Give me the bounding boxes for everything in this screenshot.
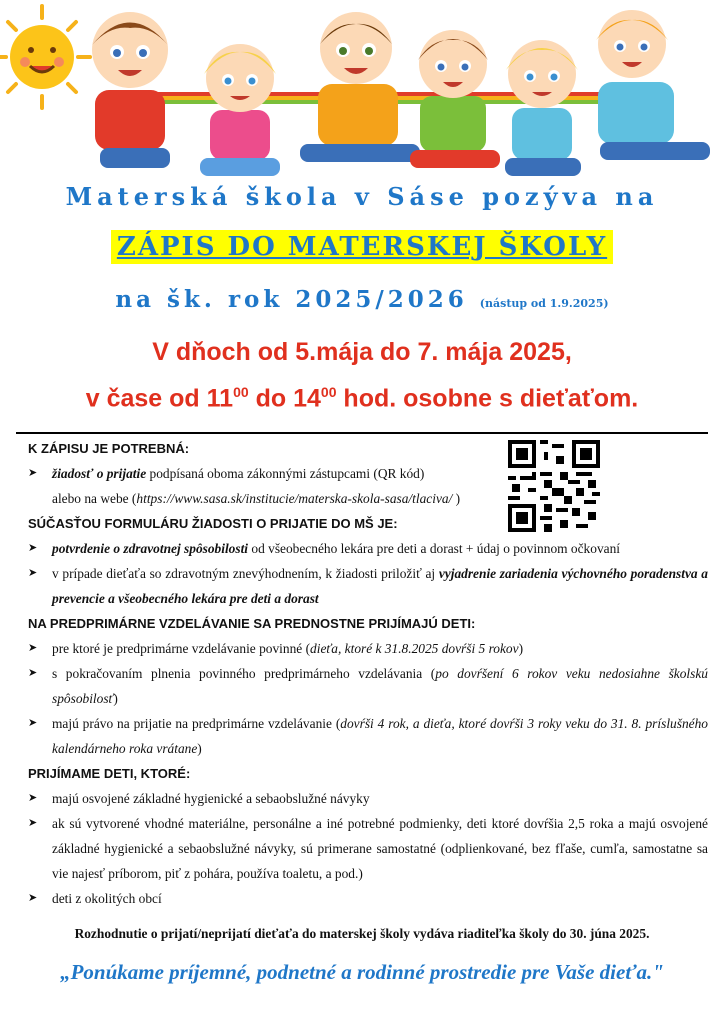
- enrollment-time: [0, 384, 724, 413]
- start-date-note: (nástup od 1.9.2025): [479, 297, 609, 310]
- item-text: deti z okolitých obcí: [52, 891, 162, 906]
- time-text: hod. osobne s dieťaťom.: [336, 384, 639, 413]
- list-item: [28, 461, 708, 486]
- item-text: ): [197, 741, 202, 756]
- school-year: na šk. rok 2025/2026: [115, 286, 468, 313]
- list-item: [28, 711, 708, 761]
- list-item: [28, 636, 708, 661]
- arrowhead-bullet-icon: ➤: [28, 667, 38, 679]
- list-item: [28, 561, 708, 611]
- item-text: ): [518, 641, 524, 656]
- page-title: ZÁPIS DO MATERSKEJ ŠKOLY: [111, 230, 613, 264]
- item-text: od všeobecného lekára pre deti a dorast + údaj o povinnom očkovaní: [248, 541, 620, 556]
- time-sup: 00: [233, 384, 249, 400]
- arrowhead-bullet-icon: ➤: [28, 642, 38, 654]
- arrowhead-bullet-icon: ➤: [28, 542, 38, 554]
- child-figure: [92, 12, 170, 168]
- item-text: alebo na webe (: [52, 491, 137, 506]
- divider: [16, 432, 708, 434]
- emphasis: dovŕši 4 rok, a dieťa, ktoré dovŕši 3 roky veku do 31. 8. príslušného kalendárneho roka vrátane: [52, 716, 708, 756]
- requirements-body: [28, 436, 708, 911]
- time-text: v čase od 11: [85, 384, 234, 413]
- emphasis: vyjadrenie zariadenia výchovného poradenstva a prevencie a všeobecného lekára pre deti a dorast: [52, 566, 708, 606]
- section-heading: SÚČASŤOU FORMULÁRU ŽIADOSTI O PRIJATIE DO MŠ JE:: [28, 516, 398, 531]
- slogan: „Ponúkame príjemné, podnetné a rodinné prostredie pre Vaše dieťa.": [60, 960, 664, 984]
- arrowhead-bullet-icon: ➤: [28, 567, 38, 579]
- enrollment-dates: V dňoch od 5.mája do 7. mája 2025,: [152, 338, 572, 366]
- school-year-line: [0, 286, 724, 313]
- item-text: pre ktoré je predprimárne vzdelávanie povinné (: [52, 641, 311, 656]
- list-item: [28, 536, 708, 561]
- title-wrap: [0, 230, 724, 264]
- emphasis: žiadosť o prijatie: [52, 466, 147, 481]
- time-text: do 14: [248, 384, 321, 413]
- item-text: majú osvojené základné hygienické a sebaobslužné návyky: [52, 791, 370, 806]
- item-text: ak sú vytvorené vhodné materiálne, personálne a iné potrebné podmienky, deti ktoré dovŕšia 2,5 roka a majú osvojené základné hygienické a sebaobslužné návyky, sú primerane samostatné (odplienkované, bez fľaše, cumľa, samostatne sa vie najesť príborom, piť z pohára, používa toaletu, a pod.): [52, 816, 708, 881]
- arrowhead-bullet-icon: ➤: [28, 792, 38, 804]
- child-figure: [200, 44, 280, 176]
- invitation-line: Materská škola v Sáse pozýva na: [65, 182, 659, 211]
- arrowhead-bullet-icon: ➤: [28, 817, 38, 829]
- list-item: [28, 886, 708, 911]
- emphasis: dieťa, ktoré k 31.8.2025 dovŕši 5 rokov: [310, 641, 519, 656]
- header-illustration: [0, 0, 724, 190]
- web-link[interactable]: https://www.sasa.sk/institucie/materska-skola-sasa/tlaciva/: [136, 491, 453, 506]
- item-text: s pokračovaním plnenia povinného predprimárneho vzdelávania (: [52, 666, 436, 681]
- section-heading: NA PREDPRIMÁRNE VZDELÁVANIE SA PREDNOSTNE PRIJÍMAJÚ DETI:: [28, 616, 476, 631]
- list-item: [28, 811, 708, 886]
- arrowhead-bullet-icon: ➤: [28, 717, 38, 729]
- list-item-sub: [28, 486, 708, 511]
- item-text: ): [113, 691, 118, 706]
- sun-illustration: [0, 6, 90, 108]
- list-item: [28, 661, 708, 711]
- child-figure: [596, 10, 710, 160]
- emphasis: potvrdenie o zdravotnej spôsobilosti: [52, 541, 249, 556]
- decision-note: Rozhodnutie o prijatí/neprijatí dieťaťa do materskej školy vydáva riaditeľka školy do 30. júna 2025.: [74, 926, 650, 941]
- section-heading: PRIJÍMAME DETI, KTORÉ:: [28, 766, 191, 781]
- list-item: [28, 786, 708, 811]
- section-heading: K ZÁPISU JE POTREBNÁ:: [28, 441, 190, 456]
- item-text: majú právo na prijatie na predprimárne vzdelávanie (: [52, 716, 341, 731]
- arrowhead-bullet-icon: ➤: [28, 892, 38, 904]
- child-figure: [300, 12, 420, 162]
- item-text: ): [452, 491, 461, 506]
- item-text: podpísaná oboma zákonnými zástupcami (QR kód): [146, 466, 425, 481]
- arrowhead-bullet-icon: ➤: [28, 467, 38, 479]
- item-text: v prípade dieťaťa so zdravotným znevýhodnením, k žiadosti priložiť aj: [52, 566, 439, 581]
- emphasis: po dovŕšení 6 rokov veku nedosiahne školskú spôsobilosť: [52, 666, 708, 706]
- time-sup: 00: [320, 384, 337, 400]
- child-figure: [505, 40, 581, 176]
